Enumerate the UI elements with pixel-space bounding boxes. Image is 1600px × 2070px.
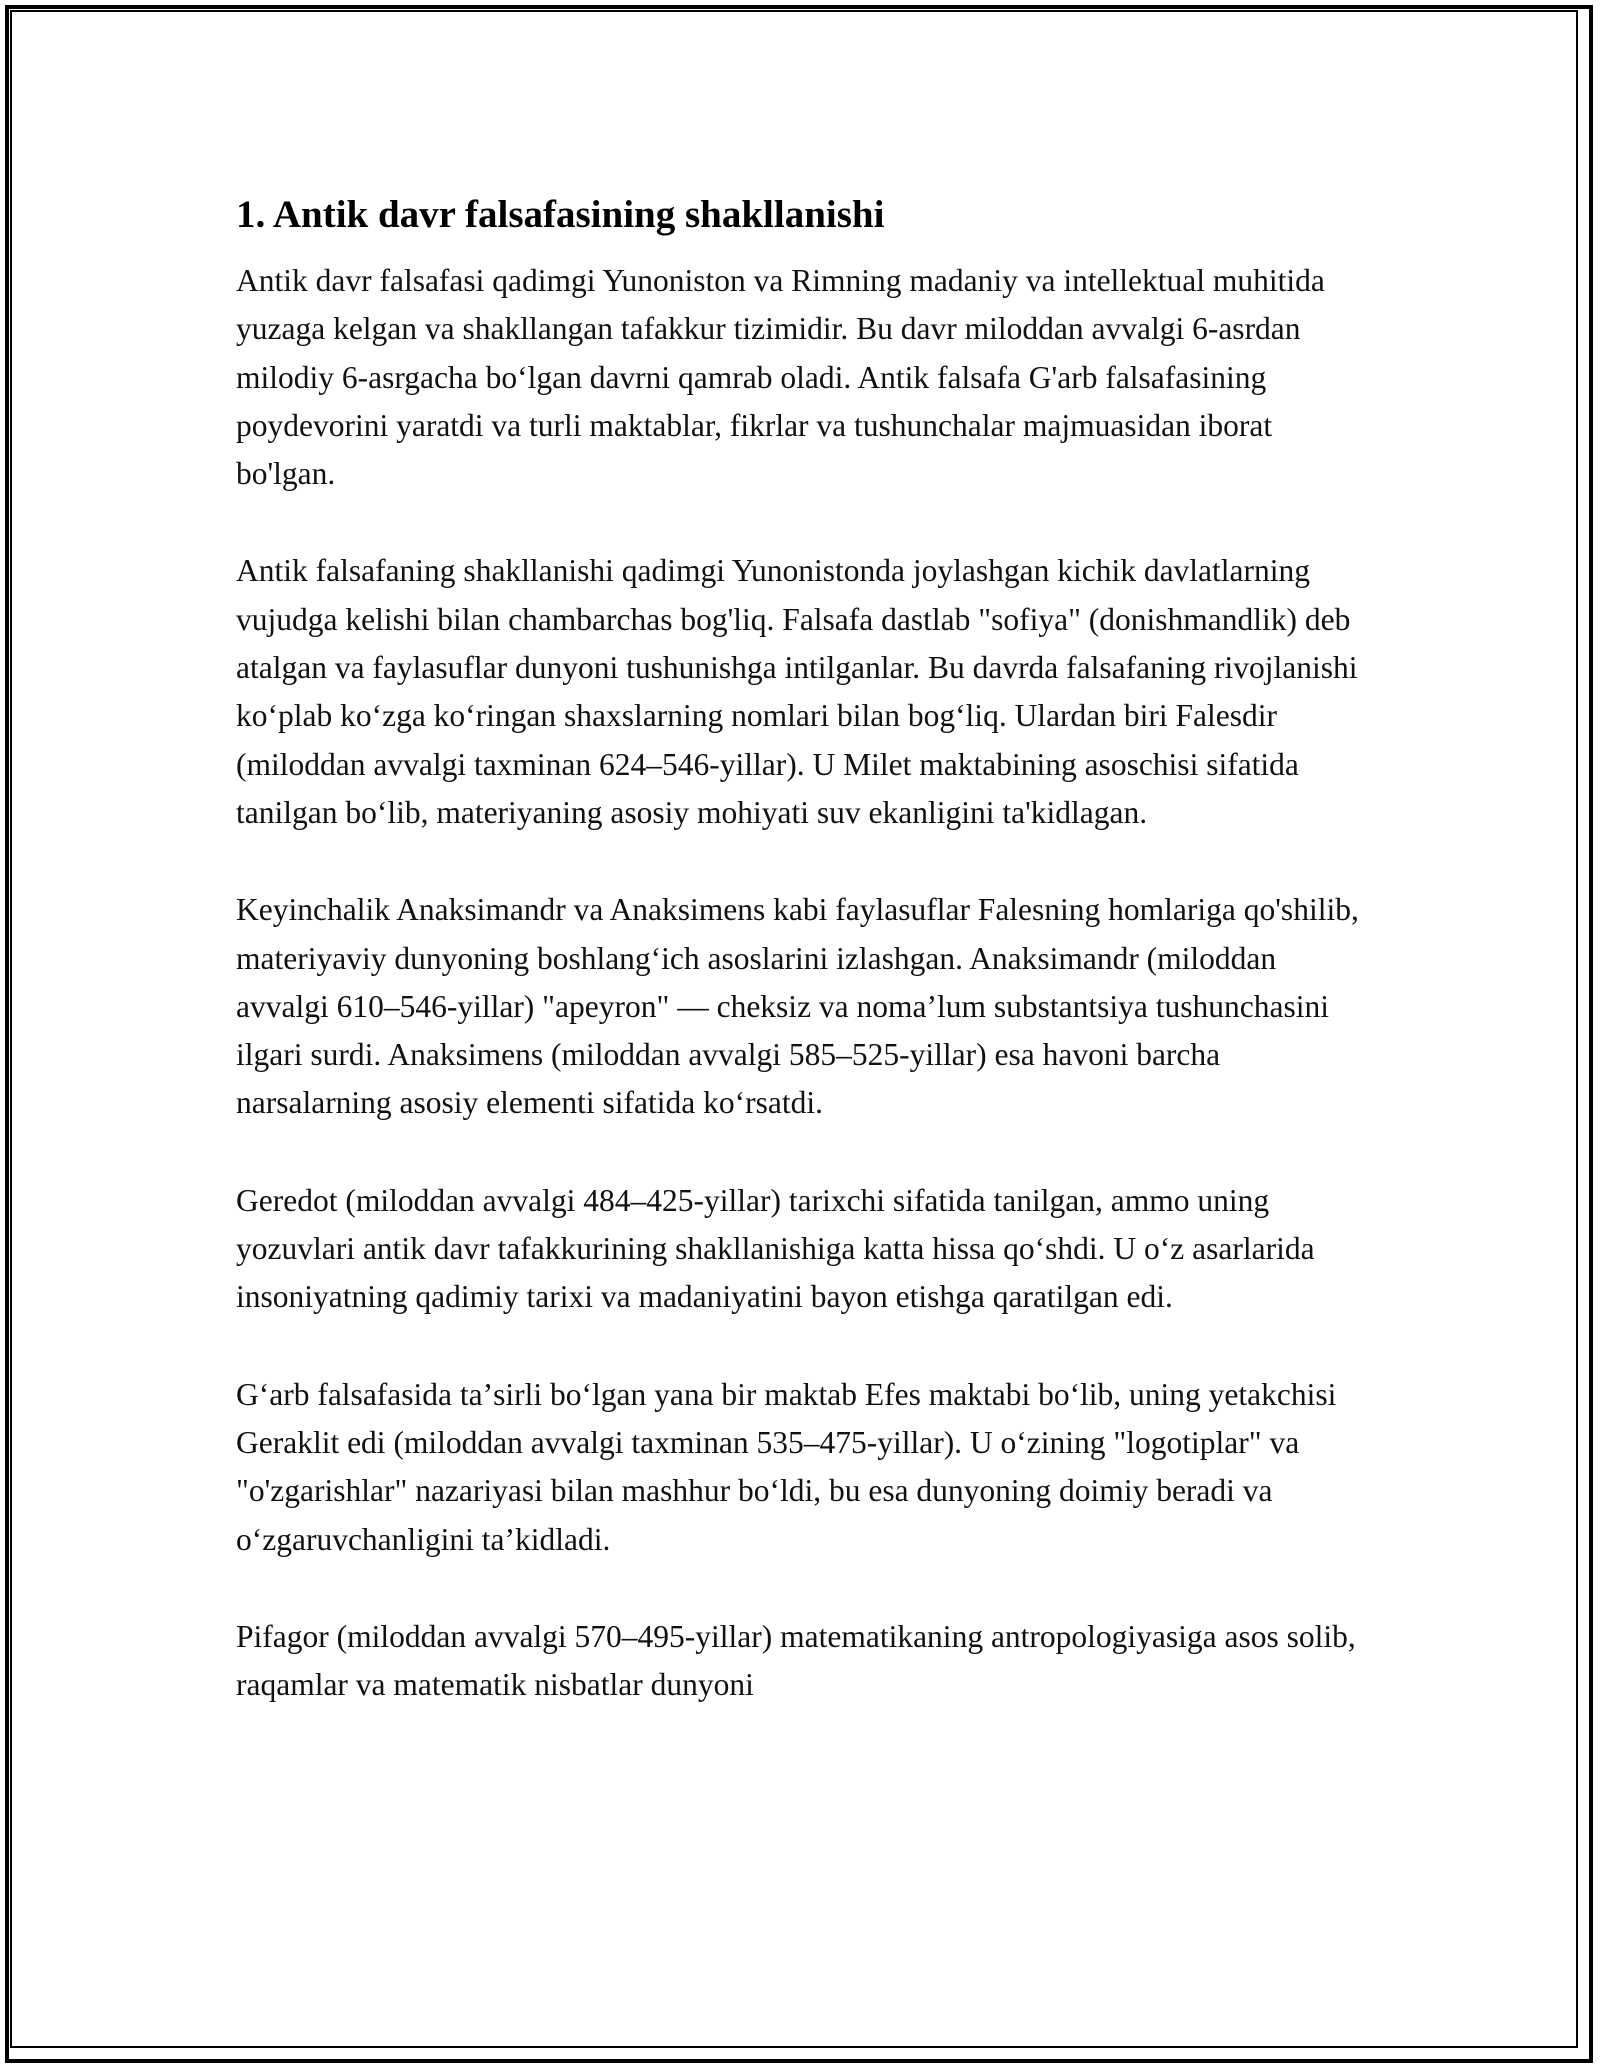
paragraph-3: Keyinchalik Anaksimandr va Anaksimens kabi faylasuflar Falesning homlariga qo'shilib, materiyaviy dunyoning boshlangʻich asoslarini izlashgan. Anaksimandr (miloddan avvalgi 610–546-yillar) "apeyron" — cheksiz va nomaʼlum substantsiya tushunchasini ilgari surdi. Anaksimens (miloddan avvalgi 585–525-yillar) esa havoni barcha narsalarning asosiy elementi sifatida koʻrsatdi. xyxy=(236,892,1359,1121)
paragraph-4: Geredot (miloddan avvalgi 484–425-yillar) tarixchi sifatida tanilgan, ammo uning yozuvlari antik davr tafakkurining shakllanishiga katta hissa qoʻshdi. U oʻz asarlarida insoniyatning qadimiy tarixi va madaniyatini bayon etishga qaratilgan edi. xyxy=(236,1182,1315,1315)
paragraph-5: Gʻarb falsafasida taʼsirli boʻlgan yana bir maktab Efes maktabi boʻlib, uning yetakchisi Geraklit edi (miloddan avvalgi taxminan 535–475-yillar). U oʻzining "logotiplar" va "o'zgarishlar" nazariyasi bilan mashhur boʻldi, bu esa dunyoning doimiy beradi va oʻzgaruvchanligini taʼkidladi. xyxy=(236,1376,1337,1557)
document-body xyxy=(236,185,1366,1758)
paragraph-6: Pifagor (miloddan avvalgi 570–495-yillar) matematikaning antropologiyasiga asos solib, raqamlar va matematik nisbatlar dunyoni xyxy=(236,1618,1356,1703)
paragraph-2: Antik falsafaning shakllanishi qadimgi Yunonistonda joylashgan kichik davlatlarning vujudga kelishi bilan chambarchas bog'liq. Falsafa dastlab "sofiya" (donishmandlik) deb atalgan va faylasuflar dunyoni tushunishga intilganlar. Bu davrda falsafaning rivojlanishi koʻplab koʻzga koʻringan shaxslarning nomlari bilan bogʻliq. Ulardan biri Falesdir (miloddan avvalgi taxminan 624–546-yillar). U Milet maktabining asoschisi sifatida tanilgan boʻlib, materiyaning asosiy mohiyati suv ekanligini ta'kidlagan. xyxy=(236,553,1358,830)
section-heading: 1. Antik davr falsafasining shakllanishi xyxy=(236,193,885,236)
paragraph-1: Antik davr falsafasi qadimgi Yunoniston va Rimning madaniy va intellektual muhitida yuzaga kelgan va shakllangan tafakkur tizimidir. Bu davr miloddan avvalgi 6-asrdan milodiy 6-asrgacha boʻlgan davrni qamrab oladi. Antik falsafa G'arb falsafasining poydevorini yaratdi va turli maktablar, fikrlar va tushunchalar majmuasidan iborat bo'lgan. xyxy=(236,263,1325,492)
